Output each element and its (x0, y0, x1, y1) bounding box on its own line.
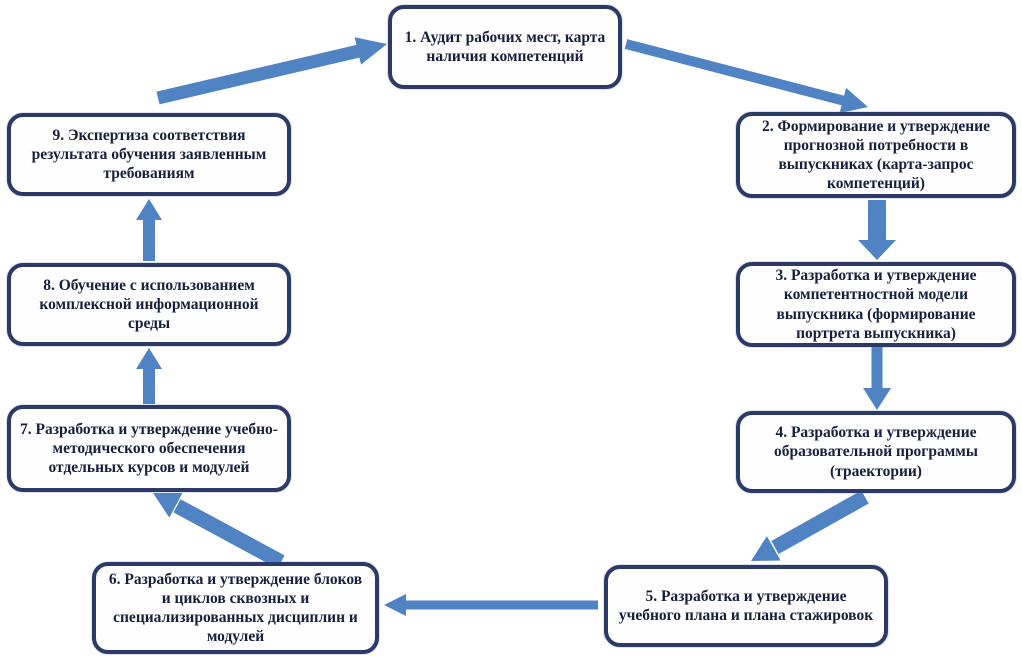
arrow-step9-to-step1 (158, 37, 387, 98)
arrow-step2-to-step3 (858, 200, 896, 260)
process-step-2-label: 2. Формирование и утверждение прогнозной потребности в выпускниках (карта-запрос компетенций) (762, 117, 990, 193)
process-step-1-label: 1. Аудит рабочих мест, карта наличия компетенций (404, 28, 606, 65)
process-step-9-label: 9. Экспертиза соответствия результата обучения заявленным требованиям (31, 126, 267, 183)
arrow-step6-to-step7 (153, 493, 281, 562)
arrow-step7-to-step8 (136, 348, 162, 404)
arrow-step3-to-step4 (863, 347, 891, 410)
process-step-4-label: 4. Разработка и утверждение образовательной программы (траектории) (774, 424, 978, 480)
process-step-2-box (736, 112, 1016, 198)
process-step-1-box (388, 5, 622, 89)
process-step-8-box (7, 263, 291, 346)
process-step-4-box (736, 411, 1016, 493)
arrow-step5-to-step6 (384, 594, 598, 616)
process-step-8-label: 8. Обучение с использованием комплексной информационной среды (39, 276, 259, 333)
process-step-6-box (92, 562, 379, 654)
process-step-5-box (604, 565, 888, 647)
arrow-step8-to-step9 (136, 199, 162, 261)
process-step-6-label: 6. Разработка и утверждение блоков и циклов сквозных и специализированных дисциплин и модулей (108, 570, 363, 646)
arrow-step4-to-step5 (751, 497, 865, 561)
process-step-3-box (736, 262, 1016, 347)
process-step-7-label: 7. Разработка и утверждение учебно-методического обеспечения отдельных курсов и модулей (20, 420, 278, 477)
process-step-9-box (7, 113, 291, 196)
process-step-7-box (7, 405, 291, 492)
process-step-5-label: 5. Разработка и утверждение учебного плана и плана стажировок (618, 587, 874, 624)
arrow-step1-to-step2 (626, 44, 868, 113)
process-step-3-label: 3. Разработка и утверждение компетентностной модели выпускника (формирование портрета выпускника) (775, 267, 977, 342)
